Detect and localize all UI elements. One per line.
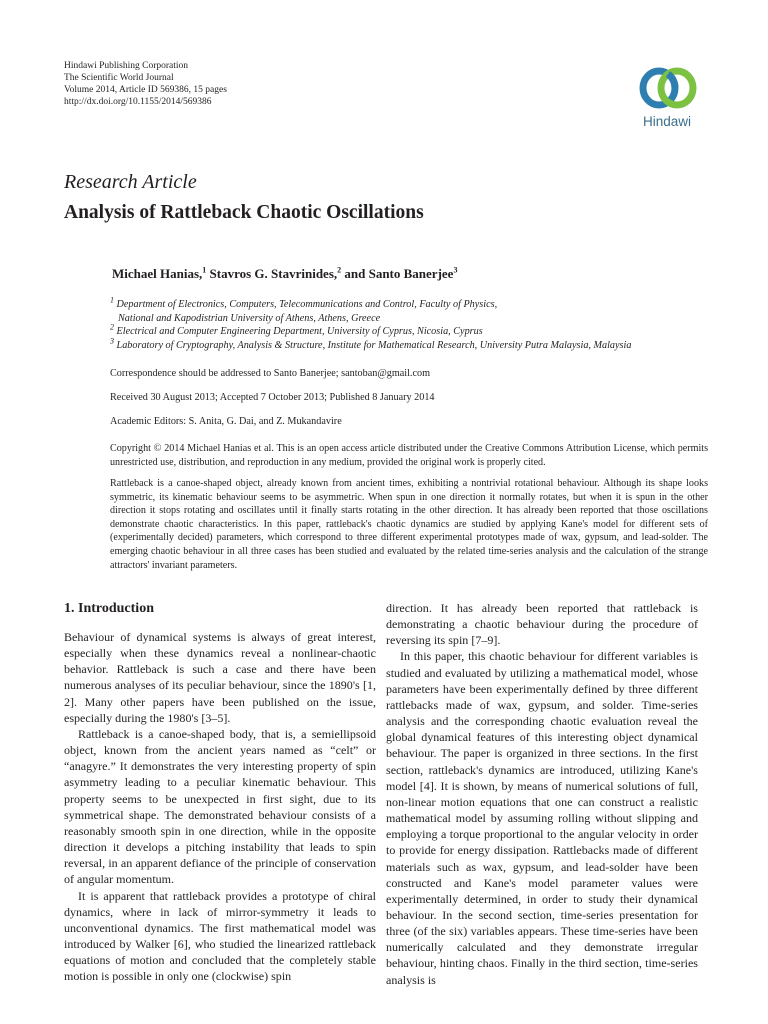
author-name: Stavros G. Stavrinides, — [206, 266, 338, 281]
journal-name: The Scientific World Journal — [64, 73, 174, 83]
article-type: Research Article — [64, 171, 197, 193]
paragraph: It is apparent that rattleback provides a prototype of chiral dynamics, where in lack of mirror-symmetry it leads to unconventional dynamics. The first mathematical model was introduced by Walker [6], who studied the linearized rattleback equations of motion and concluded that the completely stable motion is possible in only one (clockwise) spin — [64, 888, 376, 984]
author-name: and Santo Banerjee — [341, 266, 454, 281]
article-title: Analysis of Rattleback Chaotic Oscillations — [64, 202, 424, 223]
correspondence: Correspondence should be addressed to Santo Banerjee; santoban@gmail.com — [110, 368, 431, 379]
logo-text: Hindawi — [642, 114, 692, 129]
volume-info: Volume 2014, Article ID 569386, 15 pages — [64, 85, 227, 95]
body-column-right — [386, 600, 698, 988]
paragraph: Rattleback is a canoe-shaped body, that is, a semiellipsoid object, known from the ancient years named as “celt” or “anagyre.” It demonstrates the very interesting property of spin asymmetry leading to a peculiar kinematic behaviour. This property seems to be unexpected in first sight, due to its symmetrical shape. The demonstrated behaviour consists of a reasonably smooth spin in one direction, while in the opposite direction it develops a pitching instability that leads to spin reversal, in an apparent defiance of the principle of conservation of angular momentum. — [64, 726, 376, 887]
affil-number: 2 — [110, 322, 114, 332]
affiliation — [110, 322, 631, 339]
affiliations — [110, 295, 632, 352]
affil-text: Laboratory of Cryptography, Analysis & Structure, Institute for Mathematical Research, University Putra Malaysia, Malaysia — [116, 339, 632, 351]
affiliation — [110, 336, 632, 353]
dates: Received 30 August 2013; Accepted 7 October 2013; Published 8 January 2014 — [110, 392, 435, 403]
affil-text: Electrical and Computer Engineering Department, University of Cyprus, Nicosia, Cyprus — [116, 326, 483, 338]
academic-editors: Academic Editors: S. Anita, G. Dai, and Z. Mukandavire — [110, 416, 342, 427]
publisher-name: Hindawi Publishing Corporation — [64, 61, 189, 71]
doi-link[interactable]: http://dx.doi.org/10.1155/2014/569386 — [64, 97, 212, 107]
affil-number: 1 — [110, 295, 114, 305]
journal-info — [64, 60, 227, 108]
affiliation — [110, 295, 631, 325]
paragraph: Behaviour of dynamical systems is always of great interest, especially when these dynamics reveal a nonlinear-chaotic behavior. Rattleback is such a case and there have been numerous analyses of its peculiar behaviour, since the 1890's [1, 2]. Many other papers have been published on the issue, especially during the 1980's [3–5]. — [64, 630, 376, 725]
section-heading: 1. Introduction — [64, 601, 154, 616]
affil-text: Department of Electronics, Computers, Telecommunications and Control, Faculty of Physics, — [116, 299, 498, 310]
author-affil-mark: 2 — [337, 265, 342, 275]
body-column-left — [64, 600, 376, 984]
author-name: Michael Hanias, — [112, 266, 203, 281]
paragraph: In this paper, this chaotic behaviour for different variables is studied and evaluated by utilizing a mathematical model, whose parameters have been experimentally defined by three different rattlebacks made of wax, gypsum, and solder. Time-series analysis and the corresponding chaotic evaluation reveal the global dynamical features of this interesting object dynamical behaviour. The paper is organized in three sections. In the first section, rattleback's dynamics are introduced, utilizing Kane's model [4]. It is shown, by means of numerical solutions of full, non-linear motion equations that one can construct a realistic mathematical model by assuming rolling without slipping and employing a torque proportional to the angular velocity in order to provide for energy dissipation. Rattlebacks made of different materials such as wax, gypsum, and lead-solder have been constructed and Kane's model parameter values were experimentally determined, in order to study their dynamical behaviour. In the second section, time-series presentation for three (of the six) variables appears. These time-series have been numerically calculated and they demonstrate irregular behaviour, hinting chaos. Finally in the third section, time-series analysis is — [386, 649, 698, 987]
copyright-notice: Copyright © 2014 Michael Hanias et al. This is an open access article distributed under the Creative Commons Attribution License, which permits unrestricted use, distribution, and reproduction in any medium, provided the original work is properly cited. — [110, 443, 708, 468]
author-list — [112, 266, 457, 282]
affil-text-cont: National and Kapodistrian University of Athens, Athens, Greece — [118, 312, 381, 324]
abstract: Rattleback is a canoe-shaped object, already known from ancient times, exhibiting a nontrivial rotational behaviour. Although its shape looks symmetric, its kinematic behaviour seems to be asymmetric. When spun in one direction it normally rotates, but when it is spun in the other direction it stops rotating and oscillates until it finally starts rotating in the other direction. It has already been reported that those oscillations demonstrate chaotic characteristics. In this paper, rattleback's chaotic dynamics are studied by applying Kane's model for different sets of (experimentally decided) parameters, which correspond to three different experimental prototypes made of wax, gypsum, and lead-solder. The emerging chaotic behaviour in all three cases has been studied and evaluated by the related time-series analysis and the calculation of the strange attractors' invariant parameters. — [110, 478, 708, 571]
paragraph: direction. It has already been reported that rattleback is demonstrating a chaotic behaviour during the procedure of reversing its spin [7–9]. — [386, 601, 698, 648]
affil-number: 3 — [110, 336, 114, 346]
author-affil-mark: 3 — [453, 265, 458, 275]
author-affil-mark: 1 — [202, 265, 207, 275]
